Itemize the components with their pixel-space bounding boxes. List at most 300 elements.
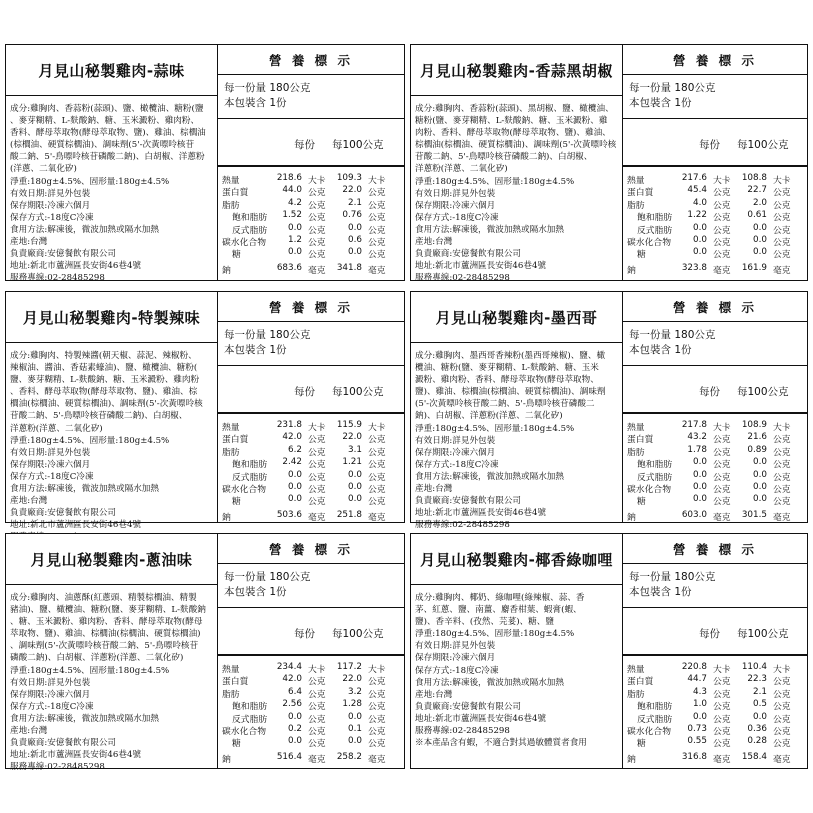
per-100g-value: 1.28 <box>342 699 362 710</box>
ingredient-line: 茅、紅蔥、鹽、南薑、麝香柑葉、蝦膏(蝦、 <box>415 605 582 616</box>
ingredient-line: 地址:新北市蘆洲區長安街46巷4號 <box>10 520 142 531</box>
nutrient-row <box>218 457 404 469</box>
per-100g-unit: 公克 <box>773 472 791 483</box>
nutrient-row <box>623 470 807 482</box>
ingredient-line: 保存方式:-18度C冷凍 <box>10 701 94 712</box>
ingredient-line: 成分:雞胸肉、香蒜粉(蒜頭)、黑胡椒、鹽、橄欖油、 <box>415 104 614 114</box>
nutrient-row <box>218 510 404 522</box>
nutrient-name: 鈉 <box>222 512 231 523</box>
ingredient-list <box>415 592 618 749</box>
nutrient-name: 糖 <box>637 497 646 508</box>
nutrient-row <box>623 173 807 185</box>
per-100g-value: 3.1 <box>348 444 362 455</box>
per-100g-value: 117.2 <box>336 662 362 672</box>
column-header <box>623 119 807 167</box>
per-100g-unit: 大卡 <box>773 423 791 433</box>
ingredient-line: 磷酸二鈉)、白胡椒、洋蔥粉(洋蔥、二氧化矽) <box>10 653 184 664</box>
per-100g-unit: 公克 <box>773 447 791 458</box>
per-serving-unit: 公克 <box>713 739 731 750</box>
per-serving-value: 1.78 <box>687 444 707 455</box>
product-label-card <box>410 533 808 769</box>
column-header <box>623 366 807 414</box>
ingredient-line: 食用方法:解凍後，微波加熱或隔水加熱 <box>10 713 159 724</box>
per-serving-value: 45.4 <box>687 185 707 196</box>
nutrient-name: 脂肪 <box>627 200 645 211</box>
ingredient-line: 成分:雞胸肉、墨西哥香辣粉(墨西哥辣椒)、鹽、橄 <box>415 351 606 361</box>
ingredient-line: 服務專線:02-28485298 <box>10 273 105 284</box>
ingredient-line: 香料、酵母萃取物(酵母萃取物、鹽)、雞油、棕櫚油 <box>10 128 206 139</box>
per-100g-value: 1.21 <box>342 457 362 468</box>
nutrient-name: 碳水化合物 <box>627 484 671 495</box>
nutrient-row <box>623 736 807 748</box>
per-serving-value: 0.73 <box>687 723 707 734</box>
nutrient-row <box>623 263 807 275</box>
nutrient-row <box>218 223 404 235</box>
serving-info <box>623 322 807 366</box>
per-serving-unit: 公克 <box>713 188 731 199</box>
per-100g-unit: 公克 <box>368 435 386 446</box>
per-100g-unit: 公克 <box>368 714 386 725</box>
per-100g-value: 22.0 <box>342 674 362 685</box>
column-header <box>218 608 404 656</box>
nutrient-name: 蛋白質 <box>222 677 249 688</box>
per-serving-value: 0.0 <box>288 481 302 492</box>
nutrient-row <box>218 736 404 748</box>
serving-info <box>623 75 807 119</box>
nutrient-name: 熱量 <box>222 665 240 675</box>
nutrient-name: 鈉 <box>222 754 231 765</box>
ingredient-line: 、糖、玉米澱粉、雞肉粉、香料、酵母萃取物(酵母 <box>10 617 203 628</box>
per-100g-unit: 公克 <box>773 460 791 471</box>
product-info-panel <box>411 534 623 768</box>
ingredient-line: 欖油、糖粉(鹽、麥芽糊精、L-麩酸鈉、糖、玉米 <box>415 363 599 374</box>
per-serving-value: 0.0 <box>288 711 302 722</box>
per-100g-value: 21.6 <box>747 432 767 443</box>
nutrient-rows <box>623 414 807 522</box>
per-100g-value: 0.0 <box>753 494 767 505</box>
per-100g-unit: 公克 <box>368 726 386 737</box>
per-serving-value: 2.56 <box>282 699 302 710</box>
per-100g-unit: 大卡 <box>773 665 791 675</box>
per-serving-unit: 公克 <box>713 200 731 211</box>
per-serving-value: 0.0 <box>693 247 707 258</box>
nutrition-title: 營 養 標 示 <box>218 292 404 322</box>
per-100g-value: 0.28 <box>747 736 767 747</box>
ingredient-line: 食用方法:解凍後，微波加熱或隔水加熱 <box>415 224 564 235</box>
per-100g-value: 0.0 <box>348 481 362 492</box>
per-100g-value: 341.8 <box>336 262 362 273</box>
ingredient-line: 有效日期:詳見外包裝 <box>415 188 496 199</box>
ingredient-line: 食用方法:解凍後，微波加熱或隔水加熱 <box>10 224 159 235</box>
per-serving-unit: 公克 <box>308 213 326 224</box>
per-serving-value: 603.0 <box>681 509 707 520</box>
ingredient-line: 保存方式:-18度C冷凍 <box>415 212 499 223</box>
per-100g-value: 0.0 <box>753 222 767 233</box>
per-serving-unit: 毫克 <box>308 265 326 276</box>
per-serving-unit: 公克 <box>308 200 326 211</box>
ingredient-line: 酸二鈉、5'-鳥嘌呤核苷磷酸二鈉)、白胡椒、洋蔥粉 <box>10 152 205 163</box>
per-100g-value: 0.0 <box>753 247 767 258</box>
nutrient-name: 熱量 <box>627 423 645 433</box>
nutrient-name: 脂肪 <box>627 689 645 700</box>
ingredient-line: 鹽)、香辛料、(孜然、芫荽)、糖、鹽 <box>415 617 554 628</box>
per-100g-unit: 公克 <box>773 188 791 199</box>
nutrient-rows <box>623 656 807 764</box>
nutrient-name: 反式脂肪 <box>232 225 268 236</box>
per-100g-value: 115.9 <box>336 420 362 430</box>
per-100g-value: 0.36 <box>747 723 767 734</box>
nutrient-row <box>218 445 404 457</box>
nutrient-name: 蛋白質 <box>627 188 654 199</box>
per-serving-value: 0.2 <box>288 723 302 734</box>
serving-info <box>623 564 807 608</box>
ingredient-line: 洋蔥粉(洋蔥、二氧化矽) <box>10 423 103 434</box>
per-100g-value: 0.0 <box>348 247 362 258</box>
nutrient-row <box>623 247 807 259</box>
per-100g-unit: 公克 <box>773 200 791 211</box>
nutrition-title: 營 養 標 示 <box>623 534 807 564</box>
per-serving-value: 234.4 <box>276 662 302 672</box>
per-100g-unit: 大卡 <box>773 176 791 186</box>
ingredient-line: 有效日期:詳見外包裝 <box>415 435 496 446</box>
nutrient-rows <box>623 167 807 275</box>
nutrient-row <box>218 712 404 724</box>
per-100g-unit: 毫克 <box>773 754 791 765</box>
product-title: 月見山秘製雞肉-蒜味 <box>6 45 217 96</box>
per-100g-value: 22.0 <box>342 185 362 196</box>
per-100g-value: 22.3 <box>747 674 767 685</box>
per-100g-unit: 公克 <box>368 677 386 688</box>
per-serving-value: 231.8 <box>276 420 302 430</box>
servings-per-pack: 本包裝含 1份 <box>224 344 287 356</box>
nutrient-name: 蛋白質 <box>222 188 249 199</box>
per-serving-unit: 大卡 <box>308 176 326 186</box>
per-100g-unit: 公克 <box>773 435 791 446</box>
nutrient-row <box>218 470 404 482</box>
product-title: 月見山秘製雞肉-香蒜黑胡椒 <box>411 45 622 96</box>
per-serving-value: 42.0 <box>282 674 302 685</box>
per-serving-unit: 公克 <box>713 472 731 483</box>
nutrient-name: 蛋白質 <box>627 435 654 446</box>
ingredient-line: (棕櫚油、硬質棕櫚油)、調味劑(5'-次黃嘌呤核苷 <box>10 140 195 151</box>
nutrient-name: 飽和脂肪 <box>232 213 268 224</box>
per-serving-value: 4.0 <box>693 197 707 208</box>
per-serving-value: 0.0 <box>693 222 707 233</box>
nutrient-name: 糖 <box>232 250 241 261</box>
ingredient-line: 產地:台灣 <box>415 237 453 248</box>
ingredient-line: 產地:台灣 <box>10 496 48 507</box>
per-serving-unit: 公克 <box>308 484 326 495</box>
per-serving-unit: 公克 <box>713 447 731 458</box>
per-serving-value: 0.0 <box>693 481 707 492</box>
product-info-panel <box>6 292 218 531</box>
nutrient-name: 飽和脂肪 <box>637 702 673 713</box>
nutrient-name: 脂肪 <box>222 200 240 211</box>
ingredient-line: 產地:台灣 <box>10 237 48 248</box>
nutrient-row <box>623 185 807 197</box>
per-100g-unit: 公克 <box>368 472 386 483</box>
per-serving-value: 683.6 <box>276 262 302 273</box>
per-100g-value: 0.0 <box>753 711 767 722</box>
per-100g-unit: 公克 <box>368 225 386 236</box>
nutrient-name: 脂肪 <box>222 447 240 458</box>
per-100g-unit: 公克 <box>773 702 791 713</box>
ingredient-line: 辣椒油、醬油、香菇素蠔油)、鹽、橄欖油、糖粉( <box>10 363 198 374</box>
per-100g-value: 0.0 <box>753 457 767 468</box>
nutrient-row <box>623 724 807 736</box>
ingredient-line: 保存方式:-18度C冷凍 <box>415 665 499 676</box>
nutrient-name: 鈉 <box>627 265 636 276</box>
ingredient-line: 糖粉(鹽、麥芽糊精、L-麩酸鈉、糖、玉米澱粉、雞 <box>415 116 608 127</box>
nutrient-row <box>218 699 404 711</box>
per-serving-unit: 大卡 <box>713 176 731 186</box>
nutrition-facts-panel <box>623 534 807 768</box>
per-100g-unit: 毫克 <box>773 512 791 523</box>
per-serving-unit: 公克 <box>713 726 731 737</box>
ingredient-line: 成分:雞胸肉、香蒜粉(蒜頭)、鹽、橄欖油、糖粉(鹽 <box>10 104 204 114</box>
ingredient-line: 地址:新北市蘆洲區長安街46巷4號 <box>10 261 142 272</box>
product-label-card <box>410 44 808 284</box>
per-serving-unit: 毫克 <box>713 265 731 276</box>
product-label-card <box>410 291 808 531</box>
per-serving-unit: 大卡 <box>713 423 731 433</box>
per-serving-unit: 公克 <box>713 460 731 471</box>
ingredient-line: (洋蔥、二氧化矽) <box>10 164 77 175</box>
nutrient-row <box>218 482 404 494</box>
ingredient-line: 服務專線:02-28485298 <box>415 520 510 531</box>
per-100g-value: 22.7 <box>747 185 767 196</box>
per-serving-unit: 公克 <box>713 484 731 495</box>
per-serving-value: 0.0 <box>693 469 707 480</box>
per-100g-value: 251.8 <box>336 509 362 520</box>
per-100g-unit: 公克 <box>368 188 386 199</box>
ingredient-list <box>10 103 213 284</box>
nutrient-name: 糖 <box>232 497 241 508</box>
per-serving-unit: 公克 <box>713 497 731 508</box>
ingredient-line: 食用方法:解凍後，微波加熱或隔水加熱 <box>415 677 564 688</box>
per-serving-value: 43.2 <box>687 432 707 443</box>
ingredient-line: 保存期限:冷凍六個月 <box>415 653 496 664</box>
nutrient-row <box>623 457 807 469</box>
ingredient-list <box>415 350 618 531</box>
per-serving-value: 1.2 <box>288 234 302 245</box>
ingredient-line: 服務專線:02-28485298 <box>415 726 510 737</box>
per-serving-header: 每份 <box>699 386 720 398</box>
per-100g-unit: 大卡 <box>368 176 386 186</box>
per-serving-value: 0.0 <box>288 736 302 747</box>
per-serving-unit: 大卡 <box>713 665 731 675</box>
servings-per-pack: 本包裝含 1份 <box>629 97 692 109</box>
nutrient-name: 糖 <box>232 739 241 750</box>
ingredient-line: 成分:雞胸肉、特製辣醬(朝天椒、蒜泥、辣椒粉、 <box>10 351 197 361</box>
nutrient-name: 熱量 <box>222 176 240 186</box>
per-100g-value: 0.76 <box>342 210 362 221</box>
servings-per-pack: 本包裝含 1份 <box>629 344 692 356</box>
ingredient-line: 服務專線:02-28485298 <box>415 273 510 284</box>
per-serving-value: 6.4 <box>288 686 302 697</box>
per-100g-value: 0.1 <box>348 723 362 734</box>
nutrient-name: 反式脂肪 <box>637 472 673 483</box>
product-title: 月見山秘製雞肉-椰香綠咖哩 <box>411 534 622 585</box>
per-100g-value: 158.4 <box>741 751 767 762</box>
per-serving-unit: 公克 <box>308 472 326 483</box>
per-serving-unit: 公克 <box>308 677 326 688</box>
ingredient-line: 保存期限:冷凍六個月 <box>10 689 91 700</box>
nutrient-name: 飽和脂肪 <box>232 460 268 471</box>
per-serving-value: 503.6 <box>276 509 302 520</box>
ingredient-line: (5'-次黃嘌呤核苷酸二鈉、5'-鳥嘌呤核苷磷酸二 <box>415 399 595 410</box>
per-serving-unit: 毫克 <box>308 754 326 765</box>
nutrient-name: 鈉 <box>627 512 636 523</box>
nutrition-facts-panel <box>218 292 404 522</box>
per-serving-value: 2.42 <box>282 457 302 468</box>
per-100g-value: 108.8 <box>741 173 767 183</box>
nutrient-row <box>218 662 404 674</box>
per-100g-value: 0.6 <box>348 234 362 245</box>
product-title: 月見山秘製雞肉-蔥油味 <box>6 534 217 585</box>
product-label-card <box>5 533 405 773</box>
per-100g-value: 2.1 <box>753 686 767 697</box>
product-info-panel <box>6 534 218 773</box>
ingredient-line: 澱粉、雞肉粉、香料、酵母萃取物(酵母萃取物、 <box>415 375 599 386</box>
per-100g-unit: 公克 <box>368 739 386 750</box>
per-serving-unit: 公克 <box>308 237 326 248</box>
nutrient-row <box>623 198 807 210</box>
per-100g-unit: 毫克 <box>368 754 386 765</box>
ingredient-line: 負責廠商:安億餐飲有限公司 <box>415 701 522 712</box>
per-serving-unit: 大卡 <box>308 423 326 433</box>
per-100g-unit: 公克 <box>773 726 791 737</box>
nutrient-name: 飽和脂肪 <box>232 702 268 713</box>
nutrient-name: 反式脂肪 <box>232 714 268 725</box>
nutrient-row <box>623 699 807 711</box>
ingredient-list <box>10 592 213 773</box>
ingredient-line: 食用方法:解凍後，微波加熱或隔水加熱 <box>415 471 564 482</box>
per-100g-header: 每100公克 <box>737 386 789 398</box>
nutrient-row <box>218 247 404 259</box>
per-serving-unit: 公克 <box>308 726 326 737</box>
nutrient-name: 反式脂肪 <box>232 472 268 483</box>
per-100g-unit: 公克 <box>773 497 791 508</box>
per-serving-unit: 公克 <box>713 213 731 224</box>
nutrient-row <box>623 674 807 686</box>
ingredient-line: 保存期限:冷凍六個月 <box>10 459 91 470</box>
ingredient-line: 有效日期:詳見外包裝 <box>10 677 91 688</box>
ingredient-line: 地址:新北市蘆洲區長安街46巷4號 <box>10 750 142 761</box>
ingredient-line: 洋蔥粉(洋蔥、二氧化矽) <box>415 164 508 175</box>
per-serving-value: 316.8 <box>681 751 707 762</box>
per-serving-unit: 公克 <box>308 188 326 199</box>
nutrition-facts-panel <box>623 292 807 522</box>
per-100g-value: 22.0 <box>342 432 362 443</box>
per-serving-unit: 公克 <box>308 714 326 725</box>
per-100g-unit: 公克 <box>368 497 386 508</box>
per-serving-value: 323.8 <box>681 262 707 273</box>
ingredient-line: 、香料、酵母萃取物(酵母萃取物、鹽)、雞油、棕 <box>10 387 198 398</box>
ingredient-line: 淨重:180g±4.5%、固形量:180g±4.5% <box>415 629 575 640</box>
nutrient-row <box>623 432 807 444</box>
per-100g-unit: 大卡 <box>368 423 386 433</box>
serving-size: 每一份量 180公克 <box>224 571 311 583</box>
ingredient-line: 、調味劑(5'-次黃嘌呤核苷酸二鈉、5'-鳥嘌呤核苷 <box>10 641 199 652</box>
ingredient-line: 櫚油(棕櫚油、硬質棕櫚油)、調味劑(5'-次黃嘌呤核 <box>10 399 203 410</box>
ingredient-line: 保存期限:冷凍六個月 <box>10 200 91 211</box>
per-100g-value: 0.61 <box>747 210 767 221</box>
nutrient-name: 飽和脂肪 <box>637 213 673 224</box>
per-100g-value: 0.0 <box>753 234 767 245</box>
per-serving-unit: 公克 <box>308 225 326 236</box>
per-100g-unit: 毫克 <box>368 512 386 523</box>
per-100g-value: 0.0 <box>753 469 767 480</box>
nutrient-row <box>218 235 404 247</box>
ingredient-line: 負責廠商:安億餐飲有限公司 <box>415 249 522 260</box>
product-info-panel <box>6 45 218 284</box>
per-serving-unit: 公克 <box>713 237 731 248</box>
per-serving-header: 每份 <box>294 139 315 151</box>
product-info-panel <box>411 292 623 531</box>
ingredient-line: 棕櫚油(棕櫚油、硬質棕櫚油)、調味劑(5'-次黃嘌呤核 <box>415 140 617 151</box>
per-serving-value: 217.8 <box>681 420 707 430</box>
ingredient-line: 服務專線:02-28485298 <box>10 762 105 773</box>
per-serving-value: 0.0 <box>288 494 302 505</box>
nutrient-row <box>623 235 807 247</box>
nutrient-name: 鈉 <box>627 754 636 765</box>
per-100g-unit: 公克 <box>773 213 791 224</box>
column-header <box>623 608 807 656</box>
nutrition-title: 營 養 標 示 <box>218 534 404 564</box>
nutrient-row <box>218 185 404 197</box>
per-serving-value: 42.0 <box>282 432 302 443</box>
nutrient-row <box>623 482 807 494</box>
ingredient-line: 肉粉、香料、酵母萃取物(酵母萃取物、鹽)、雞油、 <box>415 128 611 139</box>
nutrient-name: 飽和脂肪 <box>637 460 673 471</box>
ingredient-line: 鹽、麥芽糊精、L-麩酸鈉、糖、玉米澱粉、雞肉粉 <box>10 375 200 386</box>
per-100g-unit: 公克 <box>773 739 791 750</box>
per-100g-unit: 公克 <box>368 200 386 211</box>
ingredient-line: 地址:新北市蘆洲區長安街46巷4號 <box>415 508 547 519</box>
per-100g-unit: 毫克 <box>368 265 386 276</box>
nutrient-name: 反式脂肪 <box>637 714 673 725</box>
per-100g-unit: 公克 <box>773 484 791 495</box>
nutrition-title: 營 養 標 示 <box>623 45 807 75</box>
per-serving-value: 44.0 <box>282 185 302 196</box>
ingredient-line: 有效日期:詳見外包裝 <box>10 188 91 199</box>
per-serving-header: 每份 <box>699 139 720 151</box>
per-serving-value: 4.3 <box>693 686 707 697</box>
per-serving-value: 44.7 <box>687 674 707 685</box>
nutrient-row <box>623 687 807 699</box>
per-100g-value: 301.5 <box>741 509 767 520</box>
nutrient-row <box>218 198 404 210</box>
nutrient-row <box>218 724 404 736</box>
ingredient-line: 地址:新北市蘆洲區長安街46巷4號 <box>415 713 547 724</box>
per-100g-value: 2.1 <box>348 197 362 208</box>
per-serving-value: 0.0 <box>693 457 707 468</box>
per-100g-header: 每100公克 <box>737 139 789 151</box>
per-100g-header: 每100公克 <box>332 139 384 151</box>
per-serving-unit: 公克 <box>308 460 326 471</box>
per-serving-unit: 公克 <box>308 702 326 713</box>
ingredient-list <box>10 350 213 544</box>
serving-size: 每一份量 180公克 <box>629 571 716 583</box>
serving-size: 每一份量 180公克 <box>629 82 716 94</box>
nutrient-name: 脂肪 <box>222 689 240 700</box>
nutrient-name: 碳水化合物 <box>222 726 266 737</box>
per-100g-value: 108.9 <box>741 420 767 430</box>
per-serving-value: 0.0 <box>288 222 302 233</box>
nutrient-row <box>218 420 404 432</box>
per-serving-value: 4.2 <box>288 197 302 208</box>
